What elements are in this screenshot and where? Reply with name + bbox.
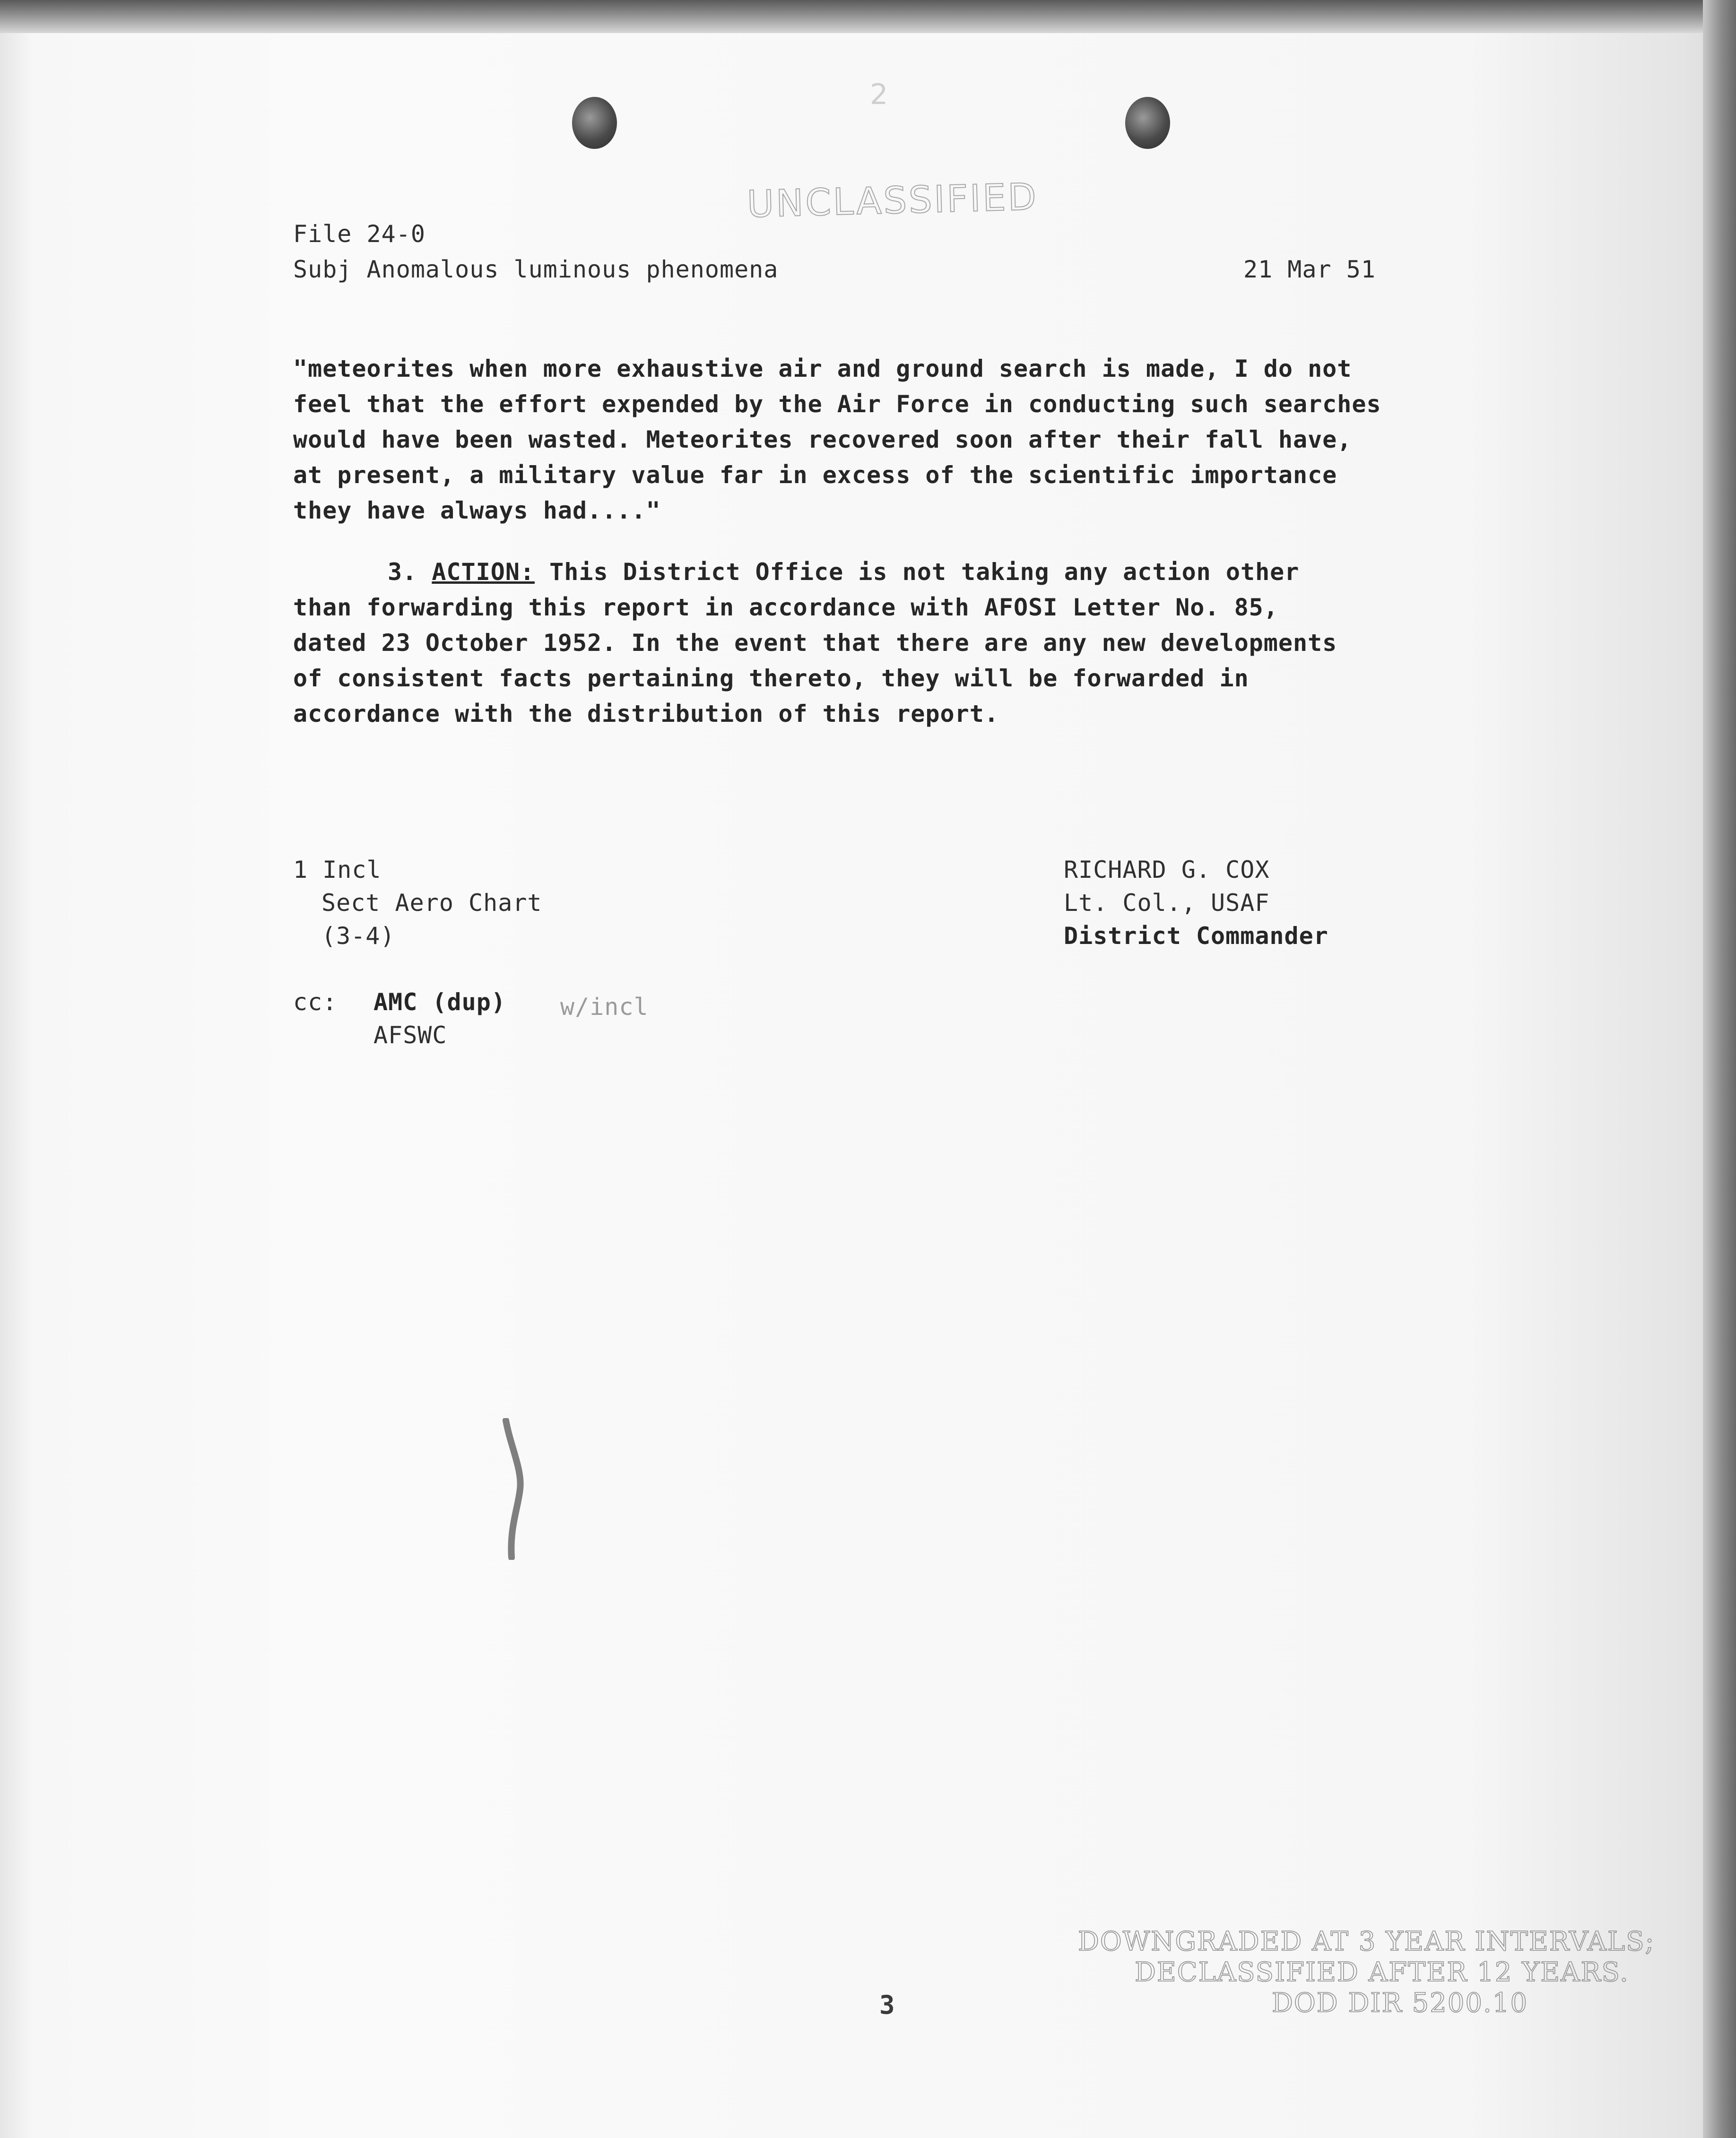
action-line: accordance with the distribution of this report.: [293, 700, 999, 727]
signer-title: District Commander: [1064, 922, 1328, 950]
distribution-note: w/incl: [560, 993, 649, 1021]
scan-top-edge: [0, 0, 1736, 33]
quote-line: they have always had....": [293, 497, 661, 524]
signer-name: RICHARD G. COX: [1064, 856, 1270, 883]
quote-line: at present, a military value far in excess of the scientific importance: [293, 461, 1337, 489]
quote-line: "meteorites when more exhaustive air and ground search is made, I do not: [293, 355, 1352, 382]
file-reference: File 24-0: [293, 220, 425, 248]
quote-line: feel that the effort expended by the Air Force in conducting such searches: [293, 390, 1381, 418]
document-date: 21 Mar 51: [1243, 256, 1376, 283]
action-line: than forwarding this report in accordance with AFOSI Letter No. 85,: [293, 594, 1278, 621]
declassification-stamp-line: DECLASSIFIED AFTER 12 YEARS.: [1135, 1957, 1629, 1988]
punch-hole-right: [1125, 97, 1170, 149]
action-line: dated 23 October 1952. In the event that there are any new developments: [293, 629, 1337, 657]
declassification-stamp-line: DOWNGRADED AT 3 YEAR INTERVALS;: [1078, 1926, 1655, 1957]
faint-page-mark: 2: [870, 78, 888, 111]
declassification-stamp-line: DOD DIR 5200.10: [1272, 1988, 1528, 2018]
paragraph-number: 3.: [388, 558, 417, 586]
enclosure-description: Sect Aero Chart: [321, 889, 542, 917]
signer-rank: Lt. Col., USAF: [1064, 889, 1270, 917]
action-line: of consistent facts pertaining thereto, they will be forwarded in: [293, 665, 1249, 692]
handwritten-mark: [501, 1418, 529, 1560]
action-line: This District Office is not taking any action other: [549, 558, 1300, 586]
enclosure-reference: (3-4): [321, 922, 395, 950]
scan-right-edge: [1703, 0, 1736, 2138]
enclosure-count: 1 Incl: [293, 856, 382, 883]
distribution-recipient: AFSWC: [373, 1021, 447, 1049]
subject-line: Subj Anomalous luminous phenomena: [293, 256, 779, 283]
punch-hole-left: [572, 97, 617, 149]
page-number: 3: [879, 1990, 895, 2020]
distribution-label: cc:: [293, 988, 338, 1016]
quote-line: would have been wasted. Meteorites recovered soon after their fall have,: [293, 426, 1352, 453]
distribution-recipient: AMC (dup): [373, 988, 506, 1016]
action-heading: ACTION:: [432, 558, 535, 586]
action-paragraph-first-line: [388, 560, 1299, 584]
classification-stamp: UNCLASSIFIED: [746, 175, 1039, 226]
